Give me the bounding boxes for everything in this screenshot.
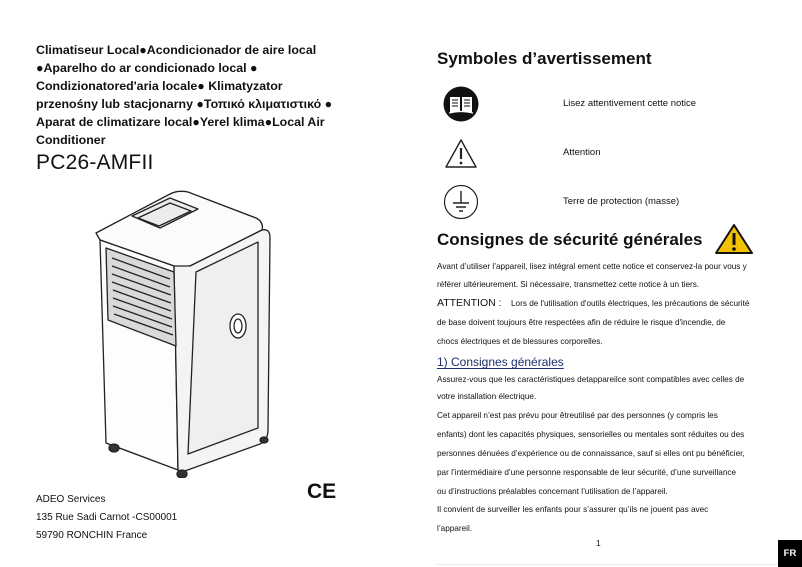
address-block [36,491,177,545]
product-name: Τοπικό κλιματιστικό ● [203,97,333,111]
symbol-label: Lisez attentivement cette notice [563,98,697,109]
language-badge: FR [778,540,802,567]
warning-triangle-icon [443,136,479,172]
intro-line: Avant d’utiliser l’appareil, lisez intégral ement cette notice et conservez-la pour vous y [437,262,747,271]
caution-icon [714,223,754,255]
model-number: PC26-AMFII [36,151,154,174]
general-line: ou d’instructions préalables concernant l’utilisation de l’appareil. [437,487,668,496]
general-line: Assurez-vous que les caractéristiques detappareilce sont compatibles avec celles de [437,375,745,384]
general-line: personnes dénuées d’expérience ou de connaissance, sauf si elles ont pu bénéficier, [437,449,745,458]
intro-line: référer ultérieurement. Si nécessaire, transmettez cette notice à un tiers. [437,280,700,289]
general-line: Il convient de surveiller les enfants pour s’assurer qu’ils ne jouent pas avec [437,505,709,514]
ce-mark-text: CE [307,480,336,501]
city-address: 59790 RONCHIN France [36,530,148,541]
product-name: Aparelho do ar condicionado local ● [43,61,258,75]
attention-line: chocs électriques et de blessures corporelles. [437,337,603,346]
general-line: l’appareil. [437,524,473,533]
product-name: Climatiseur Local● [36,43,147,57]
product-name: Klimatyzator przenośny lub stacjonarny ● [36,79,283,111]
general-line: Cet appareil n’est pas prévu pour êtreutilisé par des personnes (y compris les [437,411,718,420]
book-icon [443,86,479,122]
attention-label: ATTENTION : [437,297,502,309]
product-name: Aparat de climatizare local● [36,115,200,129]
street-address: 135 Rue Sadi Carnot -CS00001 [36,512,178,523]
general-instructions-title: 1) Consignes générales [437,355,564,369]
product-names [36,41,346,149]
product-name: Yerel klima● [199,115,273,129]
general-line: par l’intermédiaire d’une personne responsable de leur sécurité, d’une surveillance [437,468,737,477]
footer-divider [437,564,778,565]
warning-symbols-title: Symboles d’avertissement [437,49,652,68]
page-number: 1 [596,538,601,548]
safety-title: Consignes de sécurité générales [437,230,703,249]
ground-icon [443,184,479,220]
product-name: Local Air Conditioner [36,115,325,147]
general-line: votre installation électrique. [437,392,537,401]
symbol-label: Attention [563,147,601,158]
company-name: ADEO Services [36,494,106,505]
symbol-label: Terre de protection (masse) [563,196,680,207]
ce-mark [306,479,336,501]
attention-line: de base doivent toujours être respectées afin de réduire le risque d'incendie, de [437,318,726,327]
product-name: Condizionatored'aria locale● [36,79,209,93]
general-line: enfants) dont les capacités physiques, sensorielles ou mentales sont réduites ou des [437,430,745,439]
air-conditioner-illustration [78,178,278,478]
product-name: Acondicionador de aire local ● [36,43,317,75]
attention-line: Lors de l'utilisation d'outils électriques, les précautions de sécurité [511,299,750,308]
